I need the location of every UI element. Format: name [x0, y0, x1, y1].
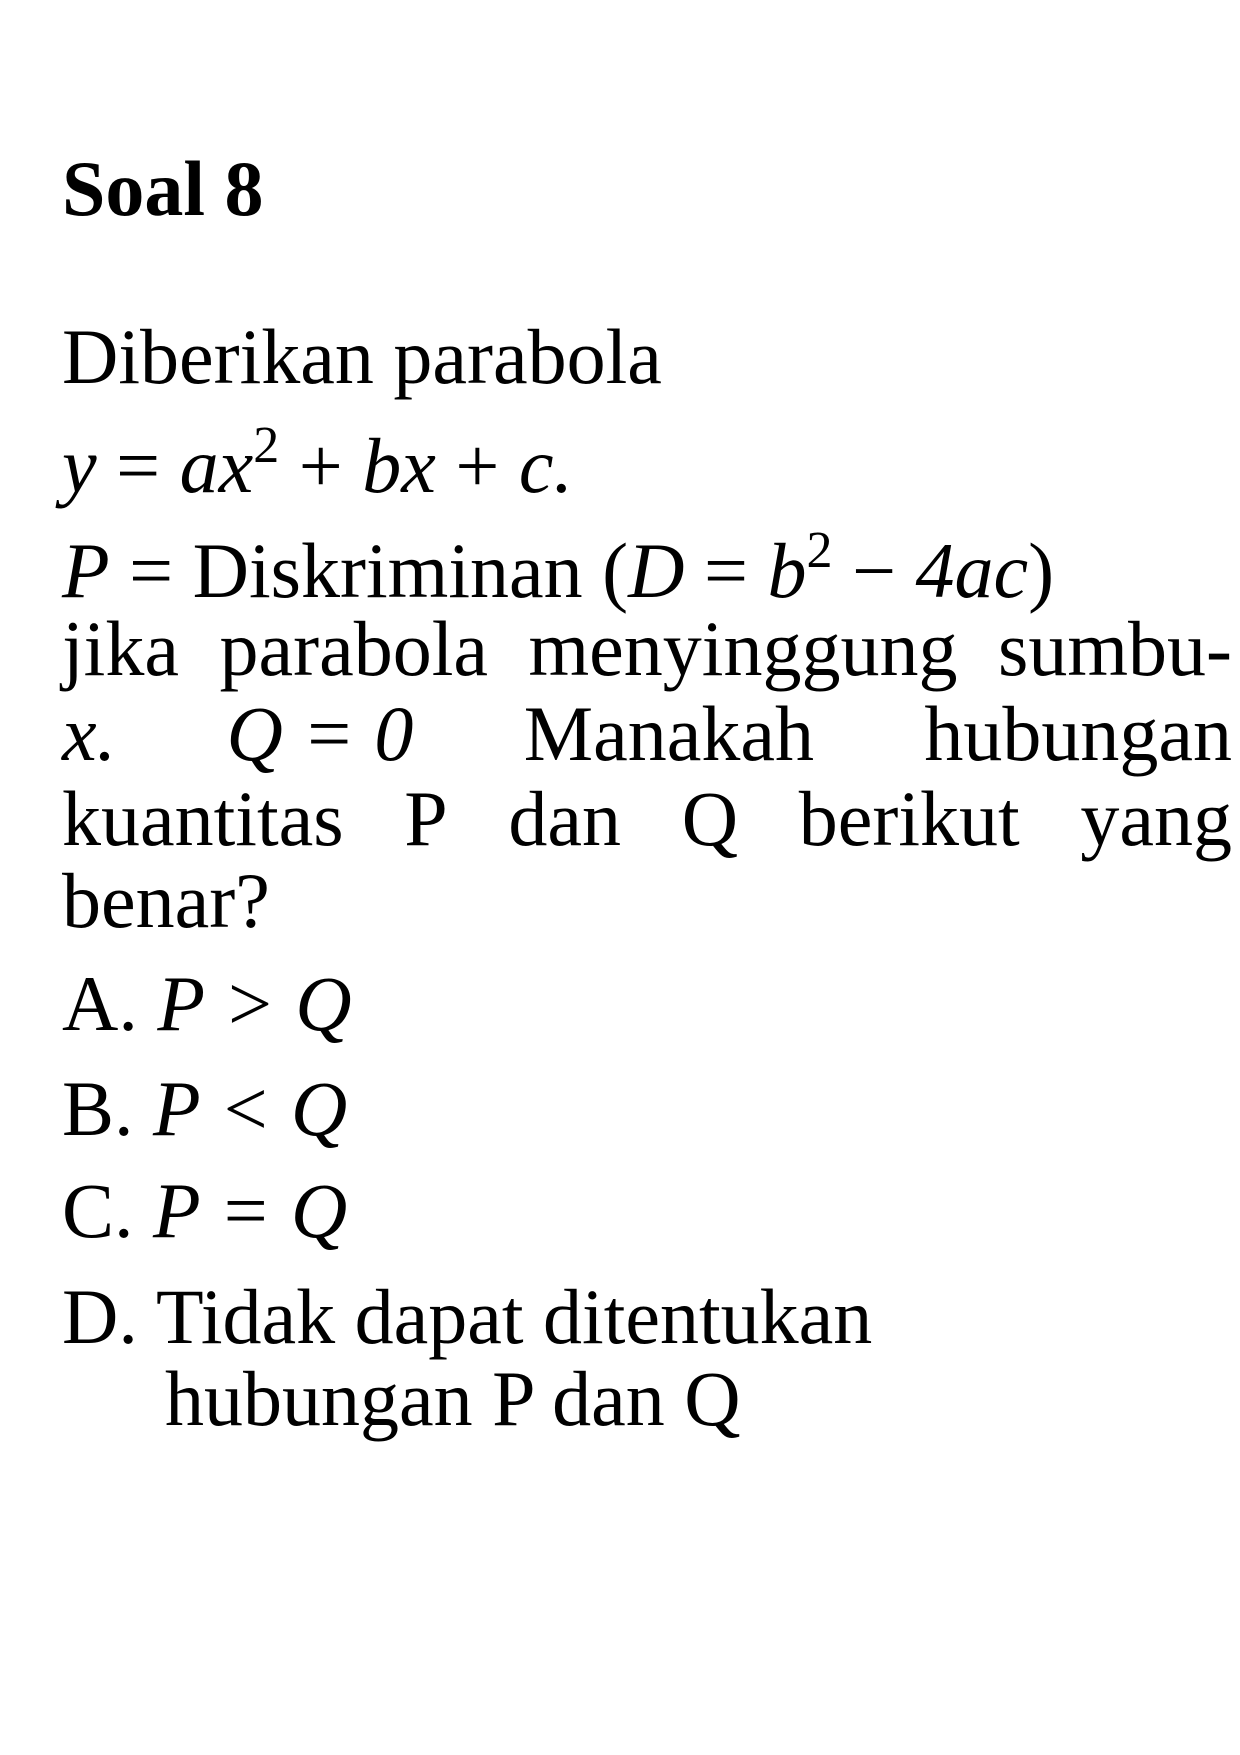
option-d: [62, 1273, 873, 1360]
word: jika: [62, 605, 179, 692]
diskriminan-word: Diskriminan (: [192, 527, 629, 614]
option-b: [62, 1065, 348, 1152]
p-definition: [62, 522, 1055, 614]
eq-equals: =: [116, 422, 161, 509]
option-d-continuation: hubungan P dan Q: [165, 1355, 741, 1442]
word: yang: [1080, 775, 1232, 862]
question-title: Soal 8: [62, 145, 264, 232]
p-equals: =: [129, 527, 174, 614]
four-ac: 4ac: [915, 527, 1029, 614]
option-math: P < Q: [153, 1065, 348, 1152]
close-paren: ): [1028, 527, 1055, 614]
option-a: [62, 960, 352, 1047]
option-math: P > Q: [157, 960, 352, 1047]
option-c: [62, 1167, 348, 1254]
parabola-equation: [62, 417, 573, 509]
option-letter: D.: [62, 1273, 138, 1360]
d-equals: =: [703, 527, 748, 614]
text-line-x: [62, 690, 1232, 777]
option-text: Tidak dapat ditentukan: [155, 1273, 873, 1360]
word: menyinggung: [528, 605, 958, 692]
word: Manakah: [523, 690, 814, 777]
word: kuantitas: [62, 775, 344, 862]
eq-c: c.: [518, 422, 573, 509]
b-symbol: b: [767, 527, 807, 614]
word: hubungan: [924, 690, 1232, 777]
eq-bx: bx: [362, 422, 436, 509]
word: P: [404, 775, 448, 862]
word: dan: [508, 775, 621, 862]
minus-sign: −: [851, 527, 896, 614]
option-letter: A.: [62, 960, 138, 1047]
text-line-jika: [62, 605, 1232, 692]
intro-text: Diberikan parabola: [62, 313, 662, 400]
eq-y: y: [62, 422, 97, 509]
eq-plus-1: +: [298, 422, 343, 509]
eq-plus-2: +: [455, 422, 500, 509]
word: parabola: [219, 605, 488, 692]
x-symbol: x.: [62, 690, 117, 777]
option-letter: B.: [62, 1065, 134, 1152]
word: Q: [681, 775, 739, 862]
text-line-kuantitas: [62, 775, 1232, 862]
b-exponent: 2: [806, 522, 833, 579]
option-letter: C.: [62, 1167, 134, 1254]
eq-ax: ax: [179, 422, 254, 509]
d-symbol: D: [628, 527, 685, 614]
text-line-benar: benar?: [62, 857, 270, 944]
word: berikut: [798, 775, 1020, 862]
option-math: P = Q: [153, 1167, 348, 1254]
eq-exponent: 2: [253, 417, 280, 474]
p-symbol: P: [62, 527, 110, 614]
q-equals-zero: Q = 0: [226, 690, 414, 777]
word: sumbu-: [998, 605, 1232, 692]
